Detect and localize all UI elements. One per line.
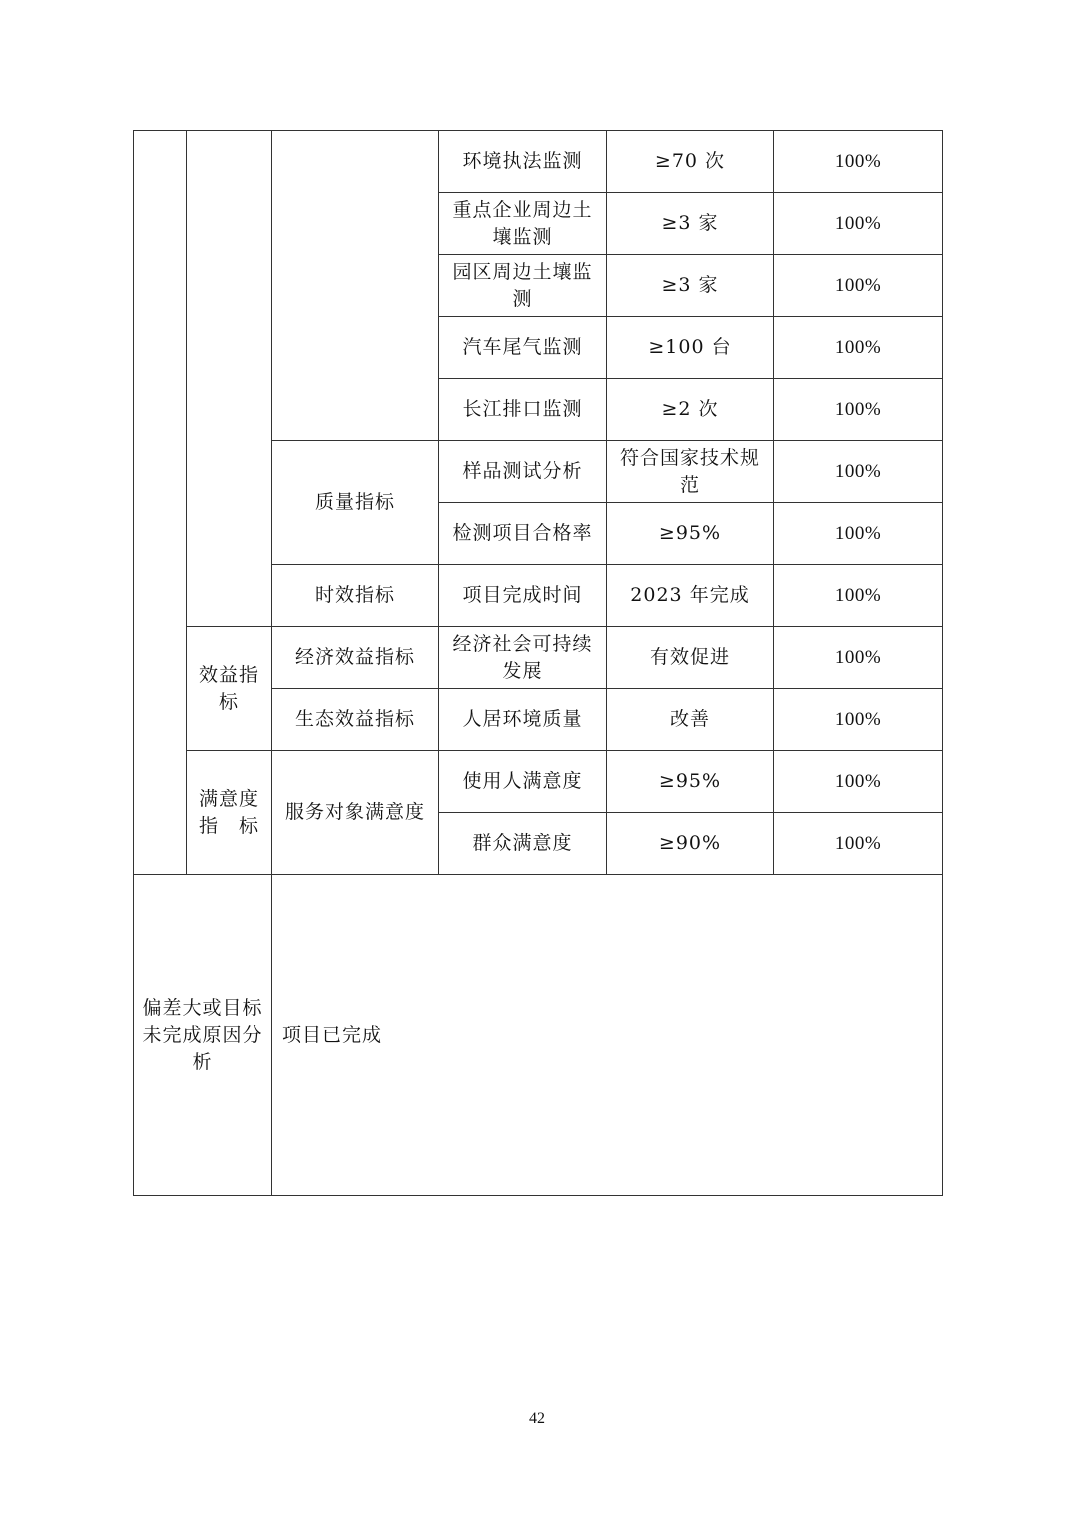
actual-value: 100% bbox=[774, 627, 943, 689]
actual-value: 100% bbox=[774, 379, 943, 441]
timeliness-indicator-cell: 时效指标 bbox=[272, 565, 439, 627]
actual-value: 100% bbox=[774, 441, 943, 503]
service-satisfaction-cell: 服务对象满意度 bbox=[272, 751, 439, 875]
actual-value: 100% bbox=[774, 255, 943, 317]
indicator-name: 使用人满意度 bbox=[439, 751, 607, 813]
page-number: 42 bbox=[529, 1410, 545, 1427]
indicator-name: 长江排口监测 bbox=[439, 379, 607, 441]
performance-indicator-table bbox=[133, 130, 943, 1196]
actual-value: 100% bbox=[774, 751, 943, 813]
table-row bbox=[134, 131, 943, 193]
indicator-name: 汽车尾气监测 bbox=[439, 317, 607, 379]
quantity-indicator-blank-cell bbox=[272, 131, 439, 441]
target-value: 有效促进 bbox=[607, 627, 774, 689]
actual-value: 100% bbox=[774, 689, 943, 751]
actual-value: 100% bbox=[774, 813, 943, 875]
table-row bbox=[134, 627, 943, 689]
actual-value: 100% bbox=[774, 131, 943, 193]
ecological-benefit-cell: 生态效益指标 bbox=[272, 689, 439, 751]
target-value: ≥90% bbox=[607, 813, 774, 875]
target-value: ≥70 次 bbox=[607, 131, 774, 193]
target-value: ≥3 家 bbox=[607, 193, 774, 255]
deviation-label: 偏差大或目标未完成原因分析 bbox=[134, 875, 272, 1196]
target-value: 符合国家技术规范 bbox=[607, 441, 774, 503]
quality-indicator-cell: 质量指标 bbox=[272, 441, 439, 565]
indicator-name: 园区周边土壤监测 bbox=[439, 255, 607, 317]
target-value: ≥95% bbox=[607, 751, 774, 813]
indicator-name: 人居环境质量 bbox=[439, 689, 607, 751]
table-row bbox=[134, 751, 943, 813]
target-value: ≥3 家 bbox=[607, 255, 774, 317]
indicator-name: 样品测试分析 bbox=[439, 441, 607, 503]
target-value: ≥2 次 bbox=[607, 379, 774, 441]
actual-value: 100% bbox=[774, 565, 943, 627]
deviation-content: 项目已完成 bbox=[272, 875, 943, 1196]
satisfaction-indicator-cell: 满意度指 标 bbox=[187, 751, 272, 875]
output-indicator-blank-cell bbox=[187, 131, 272, 627]
deviation-row bbox=[134, 875, 943, 1196]
actual-value: 100% bbox=[774, 317, 943, 379]
indicator-name: 环境执法监测 bbox=[439, 131, 607, 193]
actual-value: 100% bbox=[774, 193, 943, 255]
indicator-name: 检测项目合格率 bbox=[439, 503, 607, 565]
target-value: 改善 bbox=[607, 689, 774, 751]
first-level-blank-cell bbox=[134, 131, 187, 875]
indicator-name: 经济社会可持续发展 bbox=[439, 627, 607, 689]
target-value: ≥95% bbox=[607, 503, 774, 565]
actual-value: 100% bbox=[774, 503, 943, 565]
indicator-name: 群众满意度 bbox=[439, 813, 607, 875]
economic-benefit-cell: 经济效益指标 bbox=[272, 627, 439, 689]
benefit-indicator-cell: 效益指标 bbox=[187, 627, 272, 751]
target-value: 2023 年完成 bbox=[607, 565, 774, 627]
indicator-name: 重点企业周边土壤监测 bbox=[439, 193, 607, 255]
indicator-name: 项目完成时间 bbox=[439, 565, 607, 627]
target-value: ≥100 台 bbox=[607, 317, 774, 379]
